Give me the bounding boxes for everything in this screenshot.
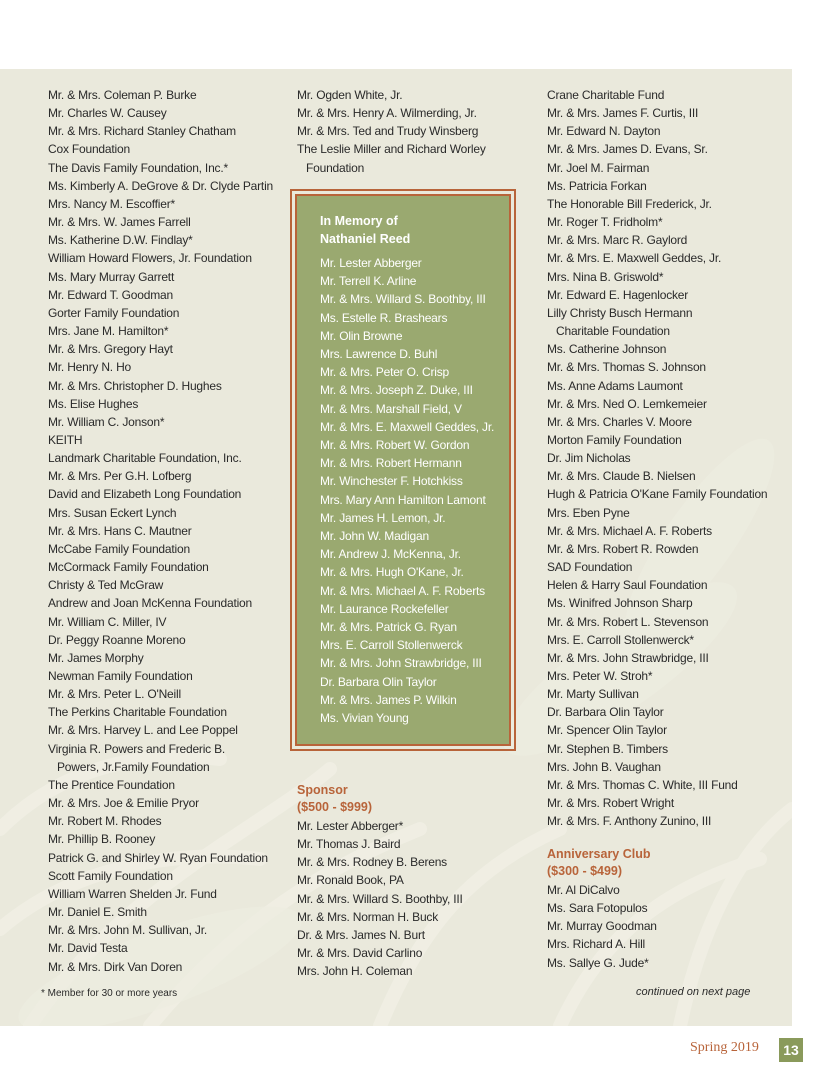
donor-entry: Mr. & Mrs. James D. Evans, Sr.	[547, 142, 708, 157]
donor-entry: Mr. Daniel E. Smith	[48, 905, 147, 920]
donor-entry: Mr. & Mrs. E. Maxwell Geddes, Jr.	[547, 251, 722, 266]
donor-entry: Scott Family Foundation	[48, 868, 173, 883]
donor-entry: Foundation	[306, 160, 365, 175]
donor-entry: Mr. & Mrs. Rodney B. Berens	[297, 855, 447, 870]
donor-entry: Crane Charitable Fund	[547, 88, 665, 102]
donor-entry: Mr. & Mrs. Ted and Trudy Winsberg	[297, 124, 479, 139]
donor-entry: Morton Family Foundation	[547, 432, 682, 447]
donor-entry: Mrs. Jane M. Hamilton*	[48, 324, 169, 339]
donor-entry: Mr. & Mrs. Willard S. Boothby, III	[297, 891, 463, 906]
donor-entry: Mr. Winchester F. Hotchkiss	[320, 474, 463, 489]
donor-entry: Dr. Barbara Olin Taylor	[320, 674, 437, 689]
sponsor-name-list	[297, 817, 463, 980]
donor-entry: Charitable Foundation	[556, 324, 670, 339]
donor-entry: Mrs. E. Carroll Stollenwerck	[320, 638, 463, 653]
donor-entry: Mr. & Mrs. John Strawbridge, III	[547, 650, 709, 665]
donor-entry: Mrs. Peter W. Stroh*	[547, 669, 653, 683]
donor-entry: Virginia R. Powers and Frederic B.	[48, 741, 226, 756]
donor-entry: Mr. & Mrs. Peter O. Crisp	[320, 365, 450, 380]
donor-entry: Mr. Spencer Olin Taylor	[547, 723, 667, 738]
donor-entry: Landmark Charitable Foundation, Inc.	[48, 451, 242, 466]
donor-entry: Mr. & Mrs. Marc R. Gaylord	[547, 233, 688, 248]
donor-entry: Ms. Sara Fotopulos	[547, 901, 648, 916]
donor-entry: Mr. Lester Abberger*	[297, 819, 404, 833]
donor-entry: Mr. & Mrs. Robert Hermann	[320, 456, 462, 471]
donor-entry: Mr. & Mrs. Joe & Emilie Pryor	[48, 796, 199, 811]
anniversary-range: ($300 - $499)	[547, 864, 623, 878]
footnote: * Member for 30 or more years	[41, 988, 178, 999]
anniversary-title: Anniversary Club	[547, 847, 651, 861]
donor-entry: Mrs. Richard A. Hill	[547, 937, 646, 952]
donor-entry: Mr. Olin Browne	[320, 328, 403, 343]
donor-entry: Mr. & Mrs. E. Maxwell Geddes, Jr.	[320, 419, 495, 434]
donor-entry: Mr. Henry N. Ho	[48, 360, 132, 375]
donor-entry: Mrs. John B. Vaughan	[547, 759, 661, 774]
donor-entry: Mr. Murray Goodman	[547, 919, 657, 934]
donor-entry: SAD Foundation	[547, 560, 633, 575]
donor-entry: Ms. Elise Hughes	[48, 396, 139, 411]
donor-entry: Mr. & Mrs. Michael A. F. Roberts	[547, 523, 712, 538]
memorial-box-inner	[295, 194, 511, 746]
donor-entry: Mr. & Mrs. Robert W. Gordon	[320, 438, 470, 453]
memorial-title	[320, 212, 509, 248]
donor-entry: Mr. & Mrs. Robert R. Rowden	[547, 541, 699, 556]
donor-entry: Mr. & Mrs. Christopher D. Hughes	[48, 378, 222, 393]
donor-entry: Helen & Harry Saul Foundation	[547, 578, 708, 593]
donor-entry: Mr. & Mrs. Hans C. Mautner	[48, 523, 192, 538]
donor-entry: William Howard Flowers, Jr. Foundation	[48, 251, 252, 266]
donor-entry: Mr. & Mrs. Dirk Van Doren	[48, 959, 183, 974]
donor-entry: Dr. Barbara Olin Taylor	[547, 705, 664, 720]
donor-entry: McCormack Family Foundation	[48, 560, 209, 575]
donor-entry: Mr. & Mrs. Robert L. Stevenson	[547, 614, 709, 629]
donor-entry: Mr. & Mrs. Harvey L. and Lee Poppel	[48, 723, 238, 738]
donor-entry: Mr. William C. Jonson*	[48, 414, 165, 429]
donor-entry: Newman Family Foundation	[48, 669, 193, 683]
donor-entry: Mr. & Mrs. John Strawbridge, III	[320, 656, 482, 671]
footer-season: Spring 2019	[690, 1040, 759, 1055]
donor-entry: Mr. & Mrs. W. James Farrell	[48, 215, 191, 230]
anniversary-name-list	[547, 881, 657, 972]
donor-entry: Mr. William C. Miller, IV	[48, 614, 167, 629]
donor-entry: Mrs. Nancy M. Escoffier*	[48, 196, 176, 211]
donor-entry: Andrew and Joan McKenna Foundation	[48, 596, 253, 611]
donor-entry: KEITH	[48, 432, 83, 447]
memorial-box	[290, 189, 516, 751]
memorial-name-list	[320, 254, 509, 727]
donor-entry: Lilly Christy Busch Hermann	[547, 305, 693, 320]
donor-column-right	[547, 86, 767, 830]
donor-entry: Mr. & Mrs. Richard Stanley Chatham	[48, 124, 236, 139]
donor-entry: Mr. & Mrs. Joseph Z. Duke, III	[320, 383, 473, 398]
donor-entry: Mr. Thomas J. Baird	[297, 837, 401, 852]
donor-entry: Ms. Catherine Johnson	[547, 342, 667, 357]
donor-entry: Mr. Joel M. Fairman	[547, 160, 650, 175]
donor-entry: Mr. & Mrs. Hugh O'Kane, Jr.	[320, 565, 464, 580]
donor-entry: Mr. Ogden White, Jr.	[297, 88, 403, 102]
donor-entry: Ms. Winifred Johnson Sharp	[547, 596, 693, 611]
donor-entry: William Warren Shelden Jr. Fund	[48, 886, 217, 901]
donor-entry: Christy & Ted McGraw	[48, 578, 164, 593]
donor-column-left	[48, 86, 273, 976]
donor-entry: Mrs. E. Carroll Stollenwerck*	[547, 632, 694, 647]
memorial-title-line2: Nathaniel Reed	[320, 232, 411, 246]
donor-entry: Mr. James Morphy	[48, 650, 144, 665]
donor-entry: Mr. Ronald Book, PA	[297, 873, 404, 888]
donor-entry: Mr. & Mrs. Norman H. Buck	[297, 909, 439, 924]
donor-entry: Gorter Family Foundation	[48, 305, 180, 320]
donor-entry: Mr. David Testa	[48, 941, 128, 956]
donor-entry: Mr. Laurance Rockefeller	[320, 601, 449, 616]
donor-entry: Mr. & Mrs. Michael A. F. Roberts	[320, 583, 485, 598]
donor-entry: Mr. & Mrs. Henry A. Wilmerding, Jr.	[297, 106, 477, 121]
donor-entry: David and Elizabeth Long Foundation	[48, 487, 242, 502]
donor-entry: Mr. James H. Lemon, Jr.	[320, 510, 446, 525]
donor-column-middle	[297, 86, 486, 177]
donor-entry: Dr. Peggy Roanne Moreno	[48, 632, 186, 647]
donor-entry: Mr. Marty Sullivan	[547, 687, 639, 702]
donor-entry: Mrs. Nina B. Griswold*	[547, 269, 664, 284]
donor-entry: Dr. Jim Nicholas	[547, 451, 631, 466]
donor-entry: Mrs. Lawrence D. Buhl	[320, 347, 438, 362]
donor-entry: The Honorable Bill Frederick, Jr.	[547, 196, 712, 211]
sponsor-heading	[297, 782, 372, 816]
donor-entry: Mr. & Mrs. Ned O. Lemkemeier	[547, 396, 707, 411]
donor-entry: Ms. Kimberly A. DeGrove & Dr. Clyde Partin	[48, 178, 274, 193]
donor-entry: Mr. Stephen B. Timbers	[547, 741, 668, 756]
donor-entry: The Davis Family Foundation, Inc.*	[48, 160, 228, 175]
donor-entry: Mrs. Susan Eckert Lynch	[48, 505, 177, 520]
donor-entry: Mr. & Mrs. Gregory Hayt	[48, 342, 173, 357]
sponsor-range: ($500 - $999)	[297, 800, 373, 814]
donor-entry: Mr. & Mrs. Marshall Field, V	[320, 401, 462, 416]
donor-entry: Ms. Mary Murray Garrett	[48, 269, 175, 284]
donor-entry: Mr. & Mrs. Per G.H. Lofberg	[48, 469, 192, 484]
donor-entry: Powers, Jr.Family Foundation	[57, 759, 210, 774]
donor-entry: Mr. Charles W. Causey	[48, 106, 167, 121]
donor-entry: Mrs. John H. Coleman	[297, 964, 413, 979]
donor-entry: The Perkins Charitable Foundation	[48, 705, 227, 720]
donor-entry: Mrs. Mary Ann Hamilton Lamont	[320, 492, 486, 507]
donor-entry: Mr. Roger T. Fridholm*	[547, 215, 663, 230]
donor-entry: Patrick G. and Shirley W. Ryan Foundation	[48, 850, 268, 865]
donor-entry: Mrs. Eben Pyne	[547, 505, 630, 520]
donor-entry: Mr. & Mrs. Willard S. Boothby, III	[320, 292, 486, 307]
donor-entry: Mr. Edward E. Hagenlocker	[547, 287, 689, 302]
page-number-badge: 13	[779, 1038, 803, 1062]
donor-entry: Mr. & Mrs. Thomas S. Johnson	[547, 360, 706, 375]
donor-entry: Mr. & Mrs. Coleman P. Burke	[48, 88, 197, 102]
donor-entry: Mr. John W. Madigan	[320, 529, 429, 544]
donor-entry: Mr. Terrell K. Arline	[320, 274, 417, 289]
donor-entry: Mr. & Mrs. James P. Wilkin	[320, 692, 457, 707]
donor-entry: Ms. Anne Adams Laumont	[547, 378, 683, 393]
donor-entry: Mr. & Mrs. James F. Curtis, III	[547, 106, 699, 121]
donor-entry: Mr. Edward N. Dayton	[547, 124, 661, 139]
donor-entry: Mr. & Mrs. Peter L. O'Neill	[48, 687, 181, 702]
sponsor-title: Sponsor	[297, 783, 348, 797]
donor-entry: Mr. & Mrs. Claude B. Nielsen	[547, 469, 696, 484]
donor-entry: Mr. Robert M. Rhodes	[48, 814, 162, 829]
continued-note: continued on next page	[636, 986, 751, 998]
donor-entry: Ms. Vivian Young	[320, 711, 409, 726]
donor-entry: Mr. & Mrs. Thomas C. White, III Fund	[547, 777, 738, 792]
donor-entry: The Prentice Foundation	[48, 777, 175, 792]
donor-entry: Mr. Phillip B. Rooney	[48, 832, 156, 847]
donor-entry: Mr. & Mrs. Robert Wright	[547, 796, 675, 811]
anniversary-heading	[547, 846, 651, 880]
donor-entry: McCabe Family Foundation	[48, 541, 190, 556]
donor-entry: The Leslie Miller and Richard Worley	[297, 142, 486, 157]
donor-entry: Hugh & Patricia O'Kane Family Foundation	[547, 487, 768, 502]
donor-entry: Mr. Al DiCalvo	[547, 883, 620, 897]
donor-entry: Cox Foundation	[48, 142, 130, 157]
donor-entry: Mr. & Mrs. F. Anthony Zunino, III	[547, 814, 712, 829]
donor-entry: Ms. Katherine D.W. Findlay*	[48, 233, 193, 248]
donor-entry: Dr. & Mrs. James N. Burt	[297, 927, 425, 942]
donor-entry: Mr. & Mrs. John M. Sullivan, Jr.	[48, 923, 207, 938]
donor-entry: Mr. Andrew J. McKenna, Jr.	[320, 547, 461, 562]
donor-entry: Ms. Sallye G. Jude*	[547, 955, 649, 970]
donor-entry: Mr. Edward T. Goodman	[48, 287, 173, 302]
donor-entry: Ms. Patricia Forkan	[547, 178, 647, 193]
donor-entry: Mr. & Mrs. Patrick G. Ryan	[320, 620, 457, 635]
donor-entry: Mr. & Mrs. David Carlino	[297, 946, 423, 961]
memorial-title-line1: In Memory of	[320, 214, 398, 228]
donor-entry: Mr. & Mrs. Charles V. Moore	[547, 414, 692, 429]
donor-entry: Mr. Lester Abberger	[320, 256, 422, 270]
donor-entry: Ms. Estelle R. Brashears	[320, 310, 448, 325]
